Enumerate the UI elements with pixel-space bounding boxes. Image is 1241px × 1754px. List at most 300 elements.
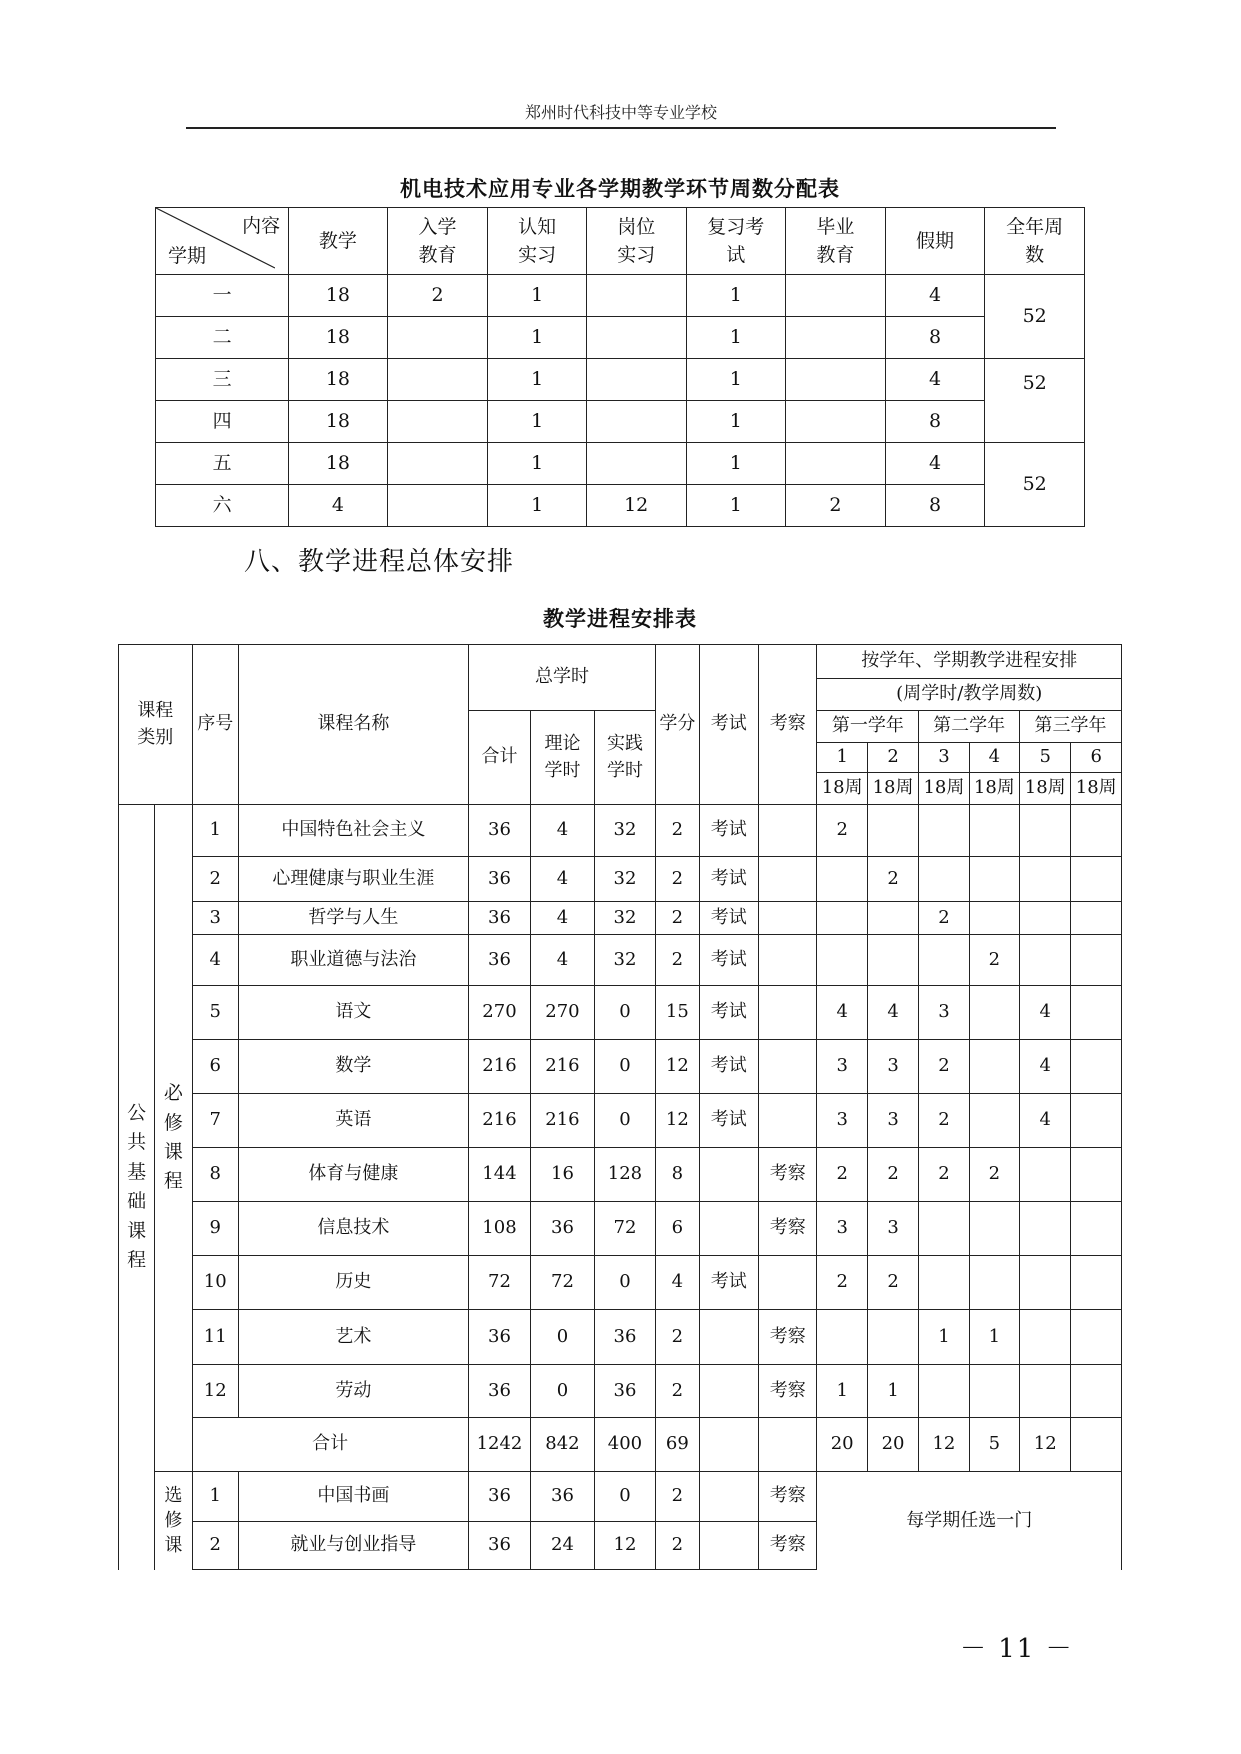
table-cell: 三 (156, 359, 289, 401)
table-cell: 1 (686, 401, 786, 443)
table-cell (1020, 805, 1071, 857)
table-cell: 数学 (238, 1040, 468, 1094)
table-cell: 中国特色社会主义 (238, 805, 468, 857)
table-cell (969, 1040, 1019, 1094)
header-weeks: 18周 (1020, 773, 1071, 805)
table-cell: 0 (594, 1094, 656, 1148)
table-cell: 72 (531, 1256, 595, 1310)
corner-header-cell (156, 208, 289, 275)
table-cell: 2 (656, 902, 699, 935)
table-cell: 1 (488, 275, 586, 317)
table-cell: 2 (817, 1256, 867, 1310)
table-cell (817, 857, 867, 902)
table-cell: 2 (656, 1522, 699, 1570)
table-cell: 36 (468, 1365, 530, 1418)
table-cell: 5 (969, 1418, 1019, 1472)
table-cell: 4 (885, 443, 985, 485)
table-cell: 2 (786, 485, 886, 527)
header-total-hours: 总学时 (468, 645, 655, 711)
table-cell (867, 1310, 918, 1365)
header-category: 课程 类别 (119, 645, 193, 805)
table-cell (919, 1202, 969, 1256)
table-cell: 36 (468, 1472, 530, 1522)
table-cell (969, 805, 1019, 857)
table-cell (699, 1202, 758, 1256)
table-cell (387, 401, 488, 443)
col-header: 全年周 数 (985, 208, 1085, 275)
table-cell: 0 (531, 1310, 595, 1365)
table-cell: 劳动 (238, 1365, 468, 1418)
table-cell: 108 (468, 1202, 530, 1256)
table-cell: 2 (867, 1256, 918, 1310)
table-cell (759, 902, 817, 935)
table-cell: 216 (468, 1094, 530, 1148)
table-row (119, 986, 1122, 1040)
table-cell: 1 (488, 401, 586, 443)
table-cell: 24 (531, 1522, 595, 1570)
table-cell (759, 986, 817, 1040)
table-cell: 2 (919, 1094, 969, 1148)
table-cell: 六 (156, 485, 289, 527)
table-cell: 考试 (699, 986, 758, 1040)
elective-note: 每学期任选一门 (817, 1472, 1122, 1570)
table-cell (1020, 1256, 1071, 1310)
header-term: 5 (1020, 743, 1071, 773)
table-cell (1020, 1148, 1071, 1202)
table-cell (1071, 805, 1122, 857)
table-cell (919, 1256, 969, 1310)
table-cell (1071, 1418, 1122, 1472)
table-cell: 5 (192, 986, 238, 1040)
subtotal-row (119, 1418, 1122, 1472)
table2-title: 教学进程安排表 (543, 606, 697, 631)
table-cell (1071, 1256, 1122, 1310)
table-row (156, 401, 1085, 443)
table-cell (699, 1522, 758, 1570)
table-cell: 12 (656, 1040, 699, 1094)
table-row (156, 359, 1085, 401)
table-cell: 144 (468, 1148, 530, 1202)
table-row (156, 485, 1085, 527)
table-cell: 36 (468, 805, 530, 857)
table-cell: 8 (885, 401, 985, 443)
table-cell: 五 (156, 443, 289, 485)
table-cell: 18 (289, 401, 387, 443)
table-cell (387, 317, 488, 359)
table-cell: 2 (919, 1040, 969, 1094)
col-header: 复习考 试 (686, 208, 786, 275)
table-cell: 8 (885, 317, 985, 359)
table-cell (759, 1094, 817, 1148)
table-cell (1071, 1040, 1122, 1094)
table-cell (699, 1365, 758, 1418)
table-cell: 32 (594, 935, 656, 986)
table-cell (1071, 902, 1122, 935)
table-cell: 就业与创业指导 (238, 1522, 468, 1570)
table-cell (759, 1256, 817, 1310)
table-cell: 4 (289, 485, 387, 527)
table-cell: 270 (468, 986, 530, 1040)
table-cell: 3 (817, 1202, 867, 1256)
table-cell (699, 1148, 758, 1202)
table-cell: 36 (468, 1522, 530, 1570)
table-cell: 考察 (759, 1202, 817, 1256)
table-cell: 四 (156, 401, 289, 443)
table-cell: 4 (656, 1256, 699, 1310)
table-cell: 18 (289, 443, 387, 485)
table-cell (699, 1472, 758, 1522)
page-number: － 11 － (960, 1634, 1074, 1664)
table-cell: 体育与健康 (238, 1148, 468, 1202)
col-header: 岗位 实习 (586, 208, 686, 275)
table-cell (969, 1202, 1019, 1256)
table-cell: 2 (656, 935, 699, 986)
table-cell (586, 275, 686, 317)
table-cell (786, 443, 886, 485)
table-cell: 考试 (699, 935, 758, 986)
table-cell: 英语 (238, 1094, 468, 1148)
table-cell: 400 (594, 1418, 656, 1472)
table-cell: 2 (192, 857, 238, 902)
header-weeks: 18周 (867, 773, 918, 805)
header-weeks: 18周 (919, 773, 969, 805)
table-cell: 4 (1020, 1040, 1071, 1094)
table-cell: 18 (289, 317, 387, 359)
table-cell: 12 (594, 1522, 656, 1570)
table-cell (759, 857, 817, 902)
table-cell: 3 (192, 902, 238, 935)
table-cell: 2 (656, 857, 699, 902)
table-cell: 合计 (192, 1418, 468, 1472)
table-cell: 36 (531, 1472, 595, 1522)
table-cell (867, 805, 918, 857)
table-cell: 3 (919, 986, 969, 1040)
header-term: 2 (867, 743, 918, 773)
table-cell: 12 (1020, 1418, 1071, 1472)
table-cell: 4 (885, 275, 985, 317)
table-cell (867, 935, 918, 986)
table-cell: 1 (817, 1365, 867, 1418)
header-rule (186, 127, 1056, 129)
table-row (119, 1365, 1122, 1418)
header-schedule-sub: (周学时/教学周数) (817, 679, 1122, 711)
table-cell: 二 (156, 317, 289, 359)
table-cell: 1 (192, 805, 238, 857)
table-cell (817, 902, 867, 935)
table-cell: 4 (531, 935, 595, 986)
table-cell: 1 (488, 359, 586, 401)
table-cell (586, 443, 686, 485)
table-cell: 2 (969, 1148, 1019, 1202)
table-cell: 32 (594, 805, 656, 857)
table-cell: 4 (531, 805, 595, 857)
table-cell (1020, 935, 1071, 986)
table-cell: 1 (686, 359, 786, 401)
table-cell: 1 (488, 317, 586, 359)
table-cell: 7 (192, 1094, 238, 1148)
table-cell: 216 (531, 1040, 595, 1094)
table-cell (969, 986, 1019, 1040)
table-cell (1020, 1365, 1071, 1418)
header-term: 6 (1071, 743, 1122, 773)
table-cell: 职业道德与法治 (238, 935, 468, 986)
table-row (156, 443, 1085, 485)
table-cell: 20 (867, 1418, 918, 1472)
header-year-1: 第一学年 (817, 711, 919, 743)
table-cell: 4 (192, 935, 238, 986)
table-cell: 36 (468, 1310, 530, 1365)
table-cell: 一 (156, 275, 289, 317)
table-cell: 32 (594, 857, 656, 902)
col-header: 教学 (289, 208, 387, 275)
table-cell: 2 (817, 1148, 867, 1202)
table-cell: 72 (468, 1256, 530, 1310)
table-cell: 0 (594, 1256, 656, 1310)
table-cell: 12 (192, 1365, 238, 1418)
table-cell: 考察 (759, 1522, 817, 1570)
table-cell (969, 857, 1019, 902)
table-cell: 8 (885, 485, 985, 527)
table-cell: 36 (594, 1365, 656, 1418)
table-cell: 哲学与人生 (238, 902, 468, 935)
table-cell (969, 1256, 1019, 1310)
table-cell: 考试 (699, 805, 758, 857)
header-sum: 合计 (468, 711, 530, 805)
table-cell (919, 805, 969, 857)
table-cell: 4 (1020, 1094, 1071, 1148)
table-cell: 1 (919, 1310, 969, 1365)
table-cell: 842 (531, 1418, 595, 1472)
col-header: 毕业 教育 (786, 208, 886, 275)
table-row (119, 1202, 1122, 1256)
table-cell: 3 (867, 1094, 918, 1148)
table-cell: 1 (686, 317, 786, 359)
table-cell: 2 (387, 275, 488, 317)
table-cell (586, 359, 686, 401)
table-cell: 4 (817, 986, 867, 1040)
table-cell: 2 (656, 1310, 699, 1365)
table-cell: 0 (594, 1472, 656, 1522)
table-cell: 36 (468, 902, 530, 935)
table-cell: 216 (531, 1094, 595, 1148)
table-cell: 8 (656, 1148, 699, 1202)
table-cell (1020, 1310, 1071, 1365)
table-row (119, 857, 1122, 902)
table-cell: 6 (656, 1202, 699, 1256)
table-cell (1071, 986, 1122, 1040)
table-cell: 2 (867, 857, 918, 902)
table-cell (817, 935, 867, 986)
header-theory: 理论 学时 (531, 711, 595, 805)
table-row (119, 1472, 1122, 1522)
year-total: 52 (985, 275, 1085, 359)
header-check: 考察 (759, 645, 817, 805)
table-cell: 69 (656, 1418, 699, 1472)
table-cell: 10 (192, 1256, 238, 1310)
header-weeks: 18周 (817, 773, 867, 805)
table-cell (759, 1418, 817, 1472)
year-total: 52 (985, 359, 1085, 443)
table-cell (1071, 935, 1122, 986)
table-row (156, 275, 1085, 317)
col-header: 入学 教育 (387, 208, 488, 275)
table-row (119, 1040, 1122, 1094)
table-cell: 9 (192, 1202, 238, 1256)
table1-title: 机电技术应用专业各学期教学环节周数分配表 (400, 176, 840, 201)
corner-label-term: 学期 (168, 244, 207, 267)
table-cell (387, 443, 488, 485)
table-cell: 1 (488, 443, 586, 485)
table-row (119, 805, 1122, 857)
table-cell: 6 (192, 1040, 238, 1094)
table-cell (586, 401, 686, 443)
group-label-elective: 选 修 课 (155, 1472, 192, 1570)
table-cell: 2 (919, 1148, 969, 1202)
table-cell: 1 (969, 1310, 1019, 1365)
table-cell: 18 (289, 275, 387, 317)
table-cell: 考试 (699, 1094, 758, 1148)
table-cell: 考试 (699, 902, 758, 935)
table-cell: 1 (488, 485, 586, 527)
table-cell: 36 (594, 1310, 656, 1365)
table-cell: 考试 (699, 1040, 758, 1094)
table-cell (969, 1365, 1019, 1418)
table-cell: 4 (885, 359, 985, 401)
table-cell: 3 (867, 1040, 918, 1094)
table-cell: 12 (919, 1418, 969, 1472)
table-cell: 2 (919, 902, 969, 935)
table-cell: 2 (656, 1365, 699, 1418)
header-weeks: 18周 (969, 773, 1019, 805)
header-schedule: 按学年、学期教学进程安排 (817, 645, 1122, 679)
table-cell: 3 (817, 1040, 867, 1094)
header-course-name: 课程名称 (238, 645, 468, 805)
table-cell: 信息技术 (238, 1202, 468, 1256)
table-row (119, 902, 1122, 935)
header-year-2: 第二学年 (919, 711, 1020, 743)
table-cell: 1 (867, 1365, 918, 1418)
table-cell: 72 (594, 1202, 656, 1256)
table-cell: 考察 (759, 1472, 817, 1522)
table-cell: 中国书画 (238, 1472, 468, 1522)
header-credit: 学分 (656, 645, 699, 805)
page-header: 郑州时代科技中等专业学校 (524, 103, 717, 122)
table-cell: 0 (531, 1365, 595, 1418)
table-cell (699, 1310, 758, 1365)
table-cell (1071, 857, 1122, 902)
table-row (119, 1256, 1122, 1310)
table-cell: 36 (468, 935, 530, 986)
table-cell: 4 (531, 857, 595, 902)
table-cell: 216 (468, 1040, 530, 1094)
table-cell (1071, 1148, 1122, 1202)
table-cell: 2 (192, 1522, 238, 1570)
table-row (119, 1148, 1122, 1202)
table-cell (786, 317, 886, 359)
corner-label-content: 内容 (242, 215, 281, 237)
table-cell: 128 (594, 1148, 656, 1202)
table-cell: 12 (656, 1094, 699, 1148)
table-cell: 考察 (759, 1310, 817, 1365)
table-cell (969, 902, 1019, 935)
table-cell: 270 (531, 986, 595, 1040)
header-year-3: 第三学年 (1020, 711, 1122, 743)
table-cell: 语文 (238, 986, 468, 1040)
table-cell: 32 (594, 902, 656, 935)
table-cell: 考察 (759, 1148, 817, 1202)
table-cell: 2 (867, 1148, 918, 1202)
table-cell: 1 (686, 443, 786, 485)
table-cell: 1 (686, 275, 786, 317)
table-cell: 18 (289, 359, 387, 401)
table-cell (759, 935, 817, 986)
header-weeks: 18周 (1071, 773, 1122, 805)
table-cell (969, 1094, 1019, 1148)
section-heading: 八、教学进程总体安排 (244, 547, 515, 577)
table-row (119, 935, 1122, 986)
table-cell: 1 (686, 485, 786, 527)
table-cell: 心理健康与职业生涯 (238, 857, 468, 902)
table-cell (1020, 1202, 1071, 1256)
year-total: 52 (985, 443, 1085, 527)
header-term: 3 (919, 743, 969, 773)
table-cell: 1242 (468, 1418, 530, 1472)
table-cell (759, 805, 817, 857)
col-header: 假期 (885, 208, 985, 275)
table-cell: 艺术 (238, 1310, 468, 1365)
header-term: 1 (817, 743, 867, 773)
table-cell (786, 275, 886, 317)
header-term: 4 (969, 743, 1019, 773)
table-cell: 4 (1020, 986, 1071, 1040)
table-cell (1071, 1094, 1122, 1148)
table-cell: 15 (656, 986, 699, 1040)
table-cell (1071, 1365, 1122, 1418)
table-cell (1020, 902, 1071, 935)
header-seq: 序号 (192, 645, 238, 805)
table-cell: 4 (531, 902, 595, 935)
table-cell: 8 (192, 1148, 238, 1202)
col-header: 认知 实习 (488, 208, 586, 275)
table-cell: 0 (594, 1040, 656, 1094)
group-label-required: 必 修 课 程 (155, 805, 192, 1472)
table-cell (786, 401, 886, 443)
table-cell: 20 (817, 1418, 867, 1472)
table-cell: 考试 (699, 857, 758, 902)
table-cell (387, 359, 488, 401)
table-cell (759, 1040, 817, 1094)
table-cell: 考察 (759, 1365, 817, 1418)
table-cell: 1 (192, 1472, 238, 1522)
table-cell: 考试 (699, 1256, 758, 1310)
table-cell (867, 902, 918, 935)
table-cell (919, 857, 969, 902)
table-row (119, 1310, 1122, 1365)
table-cell: 0 (594, 986, 656, 1040)
table-cell: 12 (586, 485, 686, 527)
table-cell (586, 317, 686, 359)
table-cell: 历史 (238, 1256, 468, 1310)
table-row (119, 1094, 1122, 1148)
table-cell: 36 (531, 1202, 595, 1256)
table-cell: 16 (531, 1148, 595, 1202)
table-cell (1020, 857, 1071, 902)
table-cell: 11 (192, 1310, 238, 1365)
table-cell (817, 1310, 867, 1365)
table-cell (387, 485, 488, 527)
table-cell: 2 (817, 805, 867, 857)
table-cell: 2 (656, 805, 699, 857)
